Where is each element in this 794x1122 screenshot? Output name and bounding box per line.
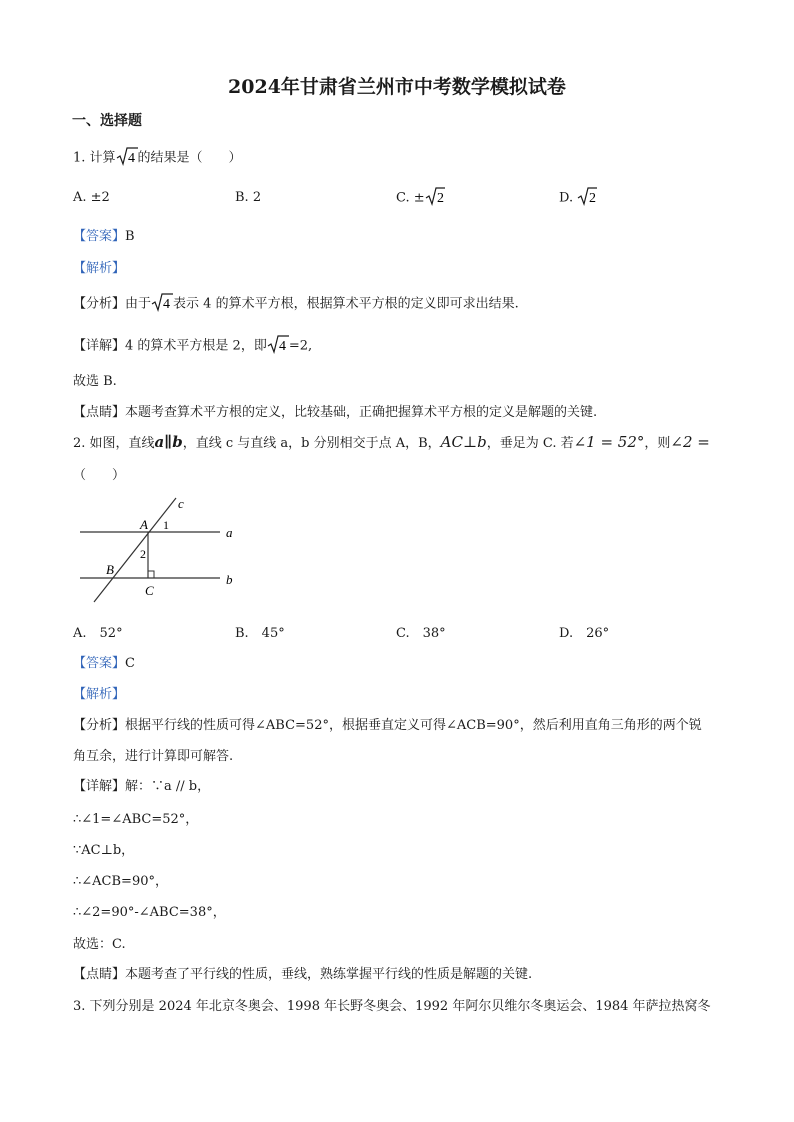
sqrt-symbol bbox=[577, 186, 597, 210]
q2-stem-part3: ，垂足为 C. 若 bbox=[486, 436, 574, 451]
answer-tag: 【答案】 bbox=[73, 656, 126, 671]
fenxi-tag: 【分析】 bbox=[73, 296, 126, 312]
xiangjie-pre: 4 的算术平方根是 2，即 bbox=[125, 338, 267, 354]
page-title: 2024年甘肃省兰州市中考数学模拟试卷 bbox=[228, 76, 566, 98]
q2-step3: ∴∠ACB=90°， bbox=[73, 874, 168, 889]
label-2: 2 bbox=[140, 547, 146, 561]
xiangjie-tag: 【详解】 bbox=[73, 338, 126, 354]
xiangjie-text: 解：∵a // b， bbox=[125, 779, 211, 794]
q1-choose: 故选 B. bbox=[73, 374, 117, 389]
q2-option-d: D. 26° bbox=[559, 626, 610, 641]
q1-fenxi bbox=[73, 292, 519, 316]
sqrt-symbol bbox=[267, 334, 289, 358]
label-B: B bbox=[106, 562, 114, 577]
q1-dianjing bbox=[73, 401, 597, 420]
sqrt-symbol bbox=[425, 186, 445, 210]
q2-stem bbox=[73, 432, 710, 451]
q1-option-a: A. ±2 bbox=[73, 190, 110, 205]
q2-xiangjie bbox=[73, 775, 210, 794]
q2-step4: ∴∠2=90°-∠ABC=38°， bbox=[73, 905, 226, 920]
q1-answer bbox=[73, 225, 135, 244]
q2-fenxi-line2: 角互余，进行计算即可解答. bbox=[73, 749, 234, 764]
q2-choose: 故选：C. bbox=[73, 937, 126, 952]
xiangjie-tag: 【详解】 bbox=[73, 779, 126, 794]
q1-option-c-radicand: 2 bbox=[436, 191, 444, 206]
dianjing-text: 本题考查算术平方根的定义，比较基础，正确把握算术平方根的定义是解题的关键. bbox=[125, 405, 598, 420]
q1-option-d-radicand: 2 bbox=[589, 191, 597, 206]
dianjing-text: 本题考查了平行线的性质，垂线，熟练掌握平行线的性质是解题的关键. bbox=[125, 967, 533, 982]
label-1: 1 bbox=[163, 518, 169, 532]
q1-option-c-label: C. bbox=[396, 190, 410, 206]
label-a: a bbox=[226, 525, 233, 540]
q2-analysis-tag: 【解析】 bbox=[73, 687, 126, 702]
q1-xiangjie bbox=[73, 334, 312, 358]
q1-stem-prefix: 1. 计算 bbox=[73, 150, 116, 166]
q1-stem bbox=[73, 146, 242, 170]
q2-option-b: B. 45° bbox=[235, 626, 285, 641]
fenxi-tag: 【分析】 bbox=[73, 718, 126, 733]
sqrt-symbol bbox=[151, 292, 173, 316]
q2-stem-part4: ，则 bbox=[644, 436, 671, 451]
q2-stem-part2: ，直线 c 与直线 a，b 分别相交于点 A，B， bbox=[182, 436, 441, 451]
q2-stem-part1: 2. 如图，直线 bbox=[73, 436, 155, 451]
q1-radicand: 4 bbox=[127, 151, 135, 166]
q2-parallel: a∥b bbox=[154, 433, 183, 451]
q1-xiangjie-radicand: 4 bbox=[278, 339, 286, 354]
q1-option-c bbox=[396, 186, 445, 210]
q2-step1: ∴∠1=∠ABC=52°， bbox=[73, 812, 199, 827]
q1-stem-suffix: 的结果是（ ） bbox=[137, 150, 242, 166]
dianjing-tag: 【点睛】 bbox=[73, 967, 126, 982]
q1-option-b: B. 2 bbox=[235, 190, 262, 205]
q2-paren: （ ） bbox=[73, 468, 126, 483]
answer-value: B bbox=[125, 229, 135, 244]
q3-stem: 3. 下列分别是 2024 年北京冬奥会、1998 年长野冬奥会、1992 年阿尔贝维尔冬奥运会、1984 年萨拉热窝冬 bbox=[73, 999, 711, 1014]
label-C: C bbox=[145, 583, 154, 598]
q1-option-d bbox=[559, 186, 597, 210]
q1-fenxi-radicand: 4 bbox=[163, 297, 171, 312]
q2-dianjing bbox=[73, 963, 532, 982]
q1-option-d-label: D. bbox=[559, 190, 574, 206]
fenxi-pre: 由于 bbox=[125, 296, 152, 312]
q2-angle1: ∠1 = 52° bbox=[573, 433, 645, 451]
q2-ask: ∠2 = bbox=[670, 433, 710, 451]
xiangjie-post: =2, bbox=[288, 338, 313, 354]
label-c: c bbox=[178, 496, 184, 511]
q2-answer bbox=[73, 652, 135, 671]
q2-fenxi-line1 bbox=[73, 714, 702, 733]
answer-value: C bbox=[125, 656, 135, 671]
label-A: A bbox=[140, 517, 148, 532]
sqrt-symbol bbox=[116, 146, 138, 170]
q2-option-a: A. 52° bbox=[73, 626, 123, 641]
q1-analysis-tag: 【解析】 bbox=[73, 261, 126, 276]
fenxi-post: 表示 4 的算术平方根，根据算术平方根的定义即可求出结果. bbox=[173, 296, 519, 312]
q2-figure bbox=[72, 492, 252, 607]
plus-minus: ± bbox=[413, 190, 425, 206]
q2-step2: ∵AC⊥b， bbox=[73, 843, 135, 858]
right-angle-mark bbox=[148, 571, 154, 578]
section-heading: 一、选择题 bbox=[72, 113, 142, 129]
dianjing-tag: 【点睛】 bbox=[73, 405, 126, 420]
answer-tag: 【答案】 bbox=[73, 229, 126, 244]
fenxi-text: 根据平行线的性质可得∠ABC=52°，根据垂直定义可得∠ACB=90°，然后利用直角三角形的两个锐 bbox=[125, 718, 702, 733]
line-c bbox=[94, 498, 176, 602]
q2-perpendicular: AC⊥b bbox=[440, 433, 487, 451]
label-b: b bbox=[226, 572, 233, 587]
q2-option-c: C. 38° bbox=[396, 626, 446, 641]
